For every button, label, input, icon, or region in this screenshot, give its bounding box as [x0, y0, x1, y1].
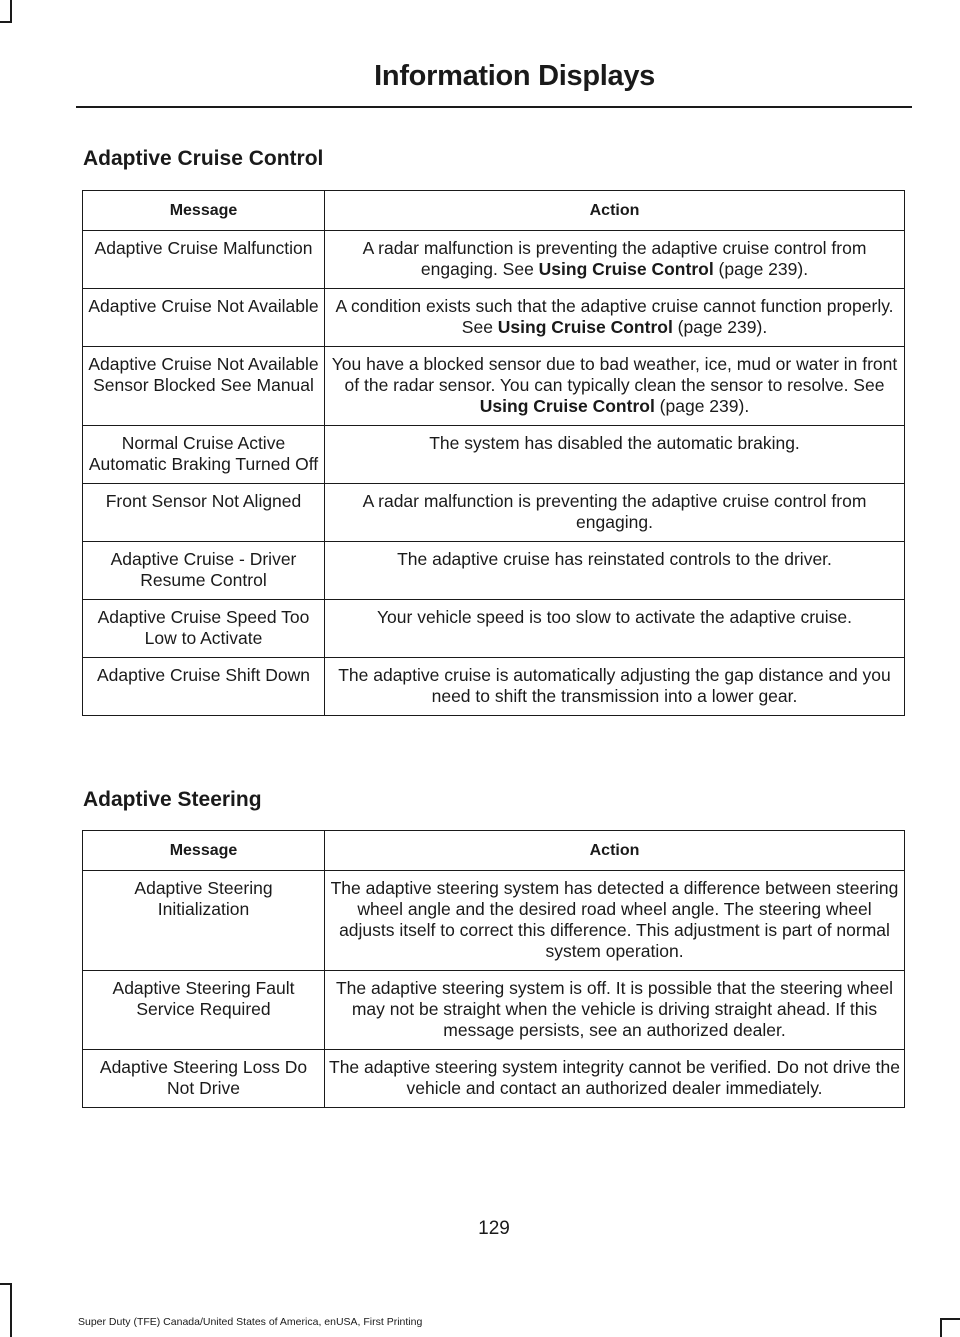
message-cell: Adaptive Steering Initialization — [83, 871, 325, 971]
table-row — [83, 1050, 905, 1108]
table-row — [83, 871, 905, 971]
crop-mark — [0, 1283, 12, 1285]
message-cell: Front Sensor Not Aligned — [83, 484, 325, 542]
table-row — [83, 484, 905, 542]
message-cell: Adaptive Cruise Speed Too Low to Activate — [83, 600, 325, 658]
action-cell: The adaptive steering system has detected a difference between steering wheel angle and the desired road wheel angle. The steering wheel adjusts itself to correct this difference. This adjustment is part of normal system operation. — [325, 871, 905, 971]
action-text: You have a blocked sensor due to bad weather, ice, mud or water in front of the radar sensor. You can typically clean the sensor to resolve. See — [331, 354, 898, 395]
message-cell: Adaptive Cruise - Driver Resume Control — [83, 542, 325, 600]
message-cell: Adaptive Steering Fault Service Required — [83, 971, 325, 1050]
message-cell: Normal Cruise Active Automatic Braking Turned Off — [83, 426, 325, 484]
message-cell: Adaptive Steering Loss Do Not Drive — [83, 1050, 325, 1108]
action-cell — [325, 347, 905, 426]
table-row — [83, 658, 905, 716]
action-cell: The adaptive steering system is off. It is possible that the steering wheel may not be straight when the vehicle is driving straight ahead. If this message persists, see an authorized dealer. — [325, 971, 905, 1050]
action-cell: The adaptive steering system integrity cannot be verified. Do not drive the vehicle and contact an authorized dealer immediately. — [325, 1050, 905, 1108]
column-header-message: Message — [83, 191, 325, 231]
page-reference: (page 239). — [713, 259, 809, 279]
cross-reference-link[interactable]: Using Cruise Control — [538, 259, 714, 279]
crop-mark — [10, 1283, 12, 1337]
action-cell: The adaptive cruise is automatically adjusting the gap distance and you need to shift the transmission into a lower gear. — [325, 658, 905, 716]
crop-mark — [940, 1318, 960, 1320]
table-row — [83, 600, 905, 658]
page-header-title: Information Displays — [374, 60, 655, 92]
action-cell — [325, 231, 905, 289]
action-text: A radar malfunction is preventing the adaptive cruise control from engaging. See — [362, 238, 867, 279]
message-cell: Adaptive Cruise Malfunction — [83, 231, 325, 289]
table-row — [83, 347, 905, 426]
column-header-action: Action — [325, 191, 905, 231]
cross-reference-link[interactable]: Using Cruise Control — [479, 396, 655, 416]
crop-mark — [10, 0, 12, 22]
table-row — [83, 289, 905, 347]
action-cell: A radar malfunction is preventing the adaptive cruise control from engaging. — [325, 484, 905, 542]
page-reference: (page 239). — [654, 396, 750, 416]
table-row — [83, 542, 905, 600]
cross-reference-link[interactable]: Using Cruise Control — [497, 317, 673, 337]
section-title-adaptive-cruise: Adaptive Cruise Control — [83, 147, 324, 170]
header-divider — [76, 106, 912, 108]
column-header-message: Message — [83, 831, 325, 871]
table-row — [83, 426, 905, 484]
action-cell: The system has disabled the automatic braking. — [325, 426, 905, 484]
crop-mark — [0, 21, 12, 23]
message-cell: Adaptive Cruise Not Available Sensor Blocked See Manual — [83, 347, 325, 426]
page-number: 129 — [478, 1218, 510, 1239]
section-title-adaptive-steering: Adaptive Steering — [83, 788, 262, 811]
message-cell: Adaptive Cruise Shift Down — [83, 658, 325, 716]
action-cell — [325, 289, 905, 347]
crop-mark — [940, 1318, 942, 1337]
adaptive-steering-table — [82, 830, 905, 1108]
action-cell: Your vehicle speed is too slow to activate the adaptive cruise. — [325, 600, 905, 658]
adaptive-cruise-table — [82, 190, 905, 716]
page-reference: (page 239). — [672, 317, 768, 337]
column-header-action: Action — [325, 831, 905, 871]
table-header-row — [83, 831, 905, 871]
message-cell: Adaptive Cruise Not Available — [83, 289, 325, 347]
action-cell: The adaptive cruise has reinstated controls to the driver. — [325, 542, 905, 600]
action-text: A condition exists such that the adaptive cruise cannot function properly. See — [335, 296, 894, 337]
table-row — [83, 231, 905, 289]
table-row — [83, 971, 905, 1050]
table-header-row — [83, 191, 905, 231]
footer-printing-info: Super Duty (TFE) Canada/United States of America, enUSA, First Printing — [78, 1316, 423, 1328]
